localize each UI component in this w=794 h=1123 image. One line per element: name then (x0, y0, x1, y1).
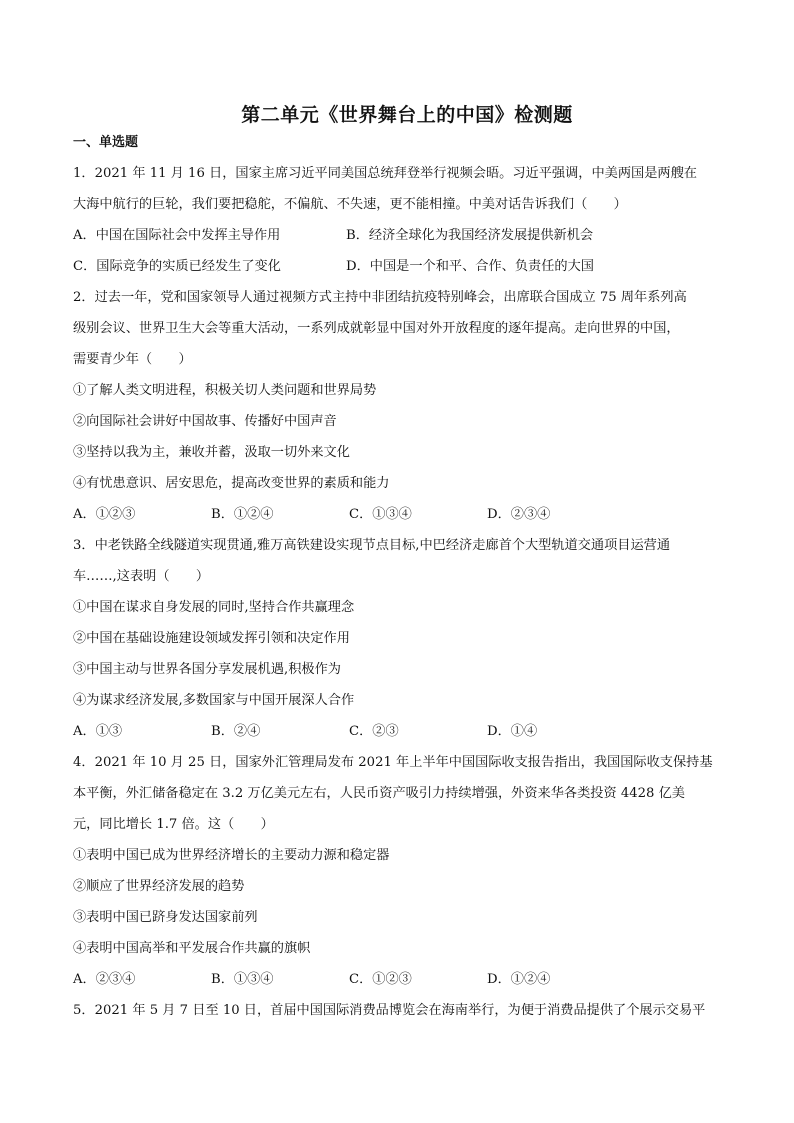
statement-4: ④表明中国高举和平发展合作共赢的旗帜 (73, 941, 311, 956)
statement-3: ③表明中国已跻身发达国家前列 (73, 910, 258, 925)
question-1 (73, 158, 723, 282)
option-row (73, 220, 723, 251)
question-stem: 需要青少年（ ） (73, 352, 192, 367)
question-stem: 级别会议、世界卫生大会等重大活动，一系列成就彰显中国对外开放程度的逐年提高。走向世界的中国， (73, 321, 680, 336)
statement-2: ②顺应了世界经济发展的趋势 (73, 879, 245, 894)
question-stem: 车……,这表明（ ） (73, 569, 210, 584)
option-d: D．中国是一个和平、合作、负责任的大国 (346, 259, 594, 274)
option-a: A．①②③ (73, 507, 136, 522)
document-page (73, 100, 723, 1026)
option-a: A．①③ (73, 724, 123, 739)
option-row (73, 251, 723, 282)
option-b: B．①②④ (211, 507, 274, 522)
option-c: C．①②③ (349, 972, 412, 987)
question-stem: 2．过去一年，党和国家领导人通过视频方式主持中非团结抗疫特别峰会，出席联合国成立 75 周年系列高 (73, 290, 687, 305)
option-b: B．①③④ (211, 972, 274, 987)
question-stem: 本平衡，外汇储备稳定在 3.2 万亿美元左右，人民币资产吸引力持续增强，外资来华各类投资 4428 亿美 (73, 786, 685, 801)
option-d: D．①④ (487, 724, 538, 739)
statement-3: ③坚持以我为主，兼收并蓄，汲取一切外来文化 (73, 445, 350, 460)
option-c: C．②③ (349, 724, 399, 739)
statement-1: ①表明中国已成为世界经济增长的主要动力源和稳定器 (73, 848, 390, 863)
question-stem: 3．中老铁路全线隧道实现贯通,雅万高铁建设实现节点目标,中巴经济走廊首个大型轨道交通项目运营通 (73, 538, 671, 553)
statement-1: ①了解人类文明进程，积极关切人类问题和世界局势 (73, 383, 377, 398)
question-2 (73, 282, 723, 530)
option-c: C．①③④ (349, 507, 412, 522)
question-stem: 4．2021 年 10 月 25 日，国家外汇管理局发布 2021 年上半年中国国际收支报告指出，我国国际收支保持基 (73, 755, 713, 770)
question-4 (73, 747, 723, 995)
option-c: C．国际竞争的实质已经发生了变化 (73, 259, 281, 274)
option-a: A．中国在国际社会中发挥主导作用 (73, 228, 281, 243)
section-heading: 一、单选题 (73, 135, 139, 150)
question-stem: 大海中航行的巨轮，我们要把稳舵，不偏航、不失速，更不能相撞。中美对话告诉我们（ ） (73, 197, 627, 212)
option-b: B．②④ (211, 724, 261, 739)
option-row (73, 964, 723, 995)
statement-3: ③中国主动与世界各国分享发展机遇,积极作为 (73, 662, 341, 677)
statement-4: ④有忧患意识、居安思危，提高改变世界的素质和能力 (73, 476, 390, 491)
question-stem: 5．2021 年 5 月 7 日至 10 日，首届中国国际消费品博览会在海南举行，为便于消费品提供了个展示交易平 (73, 1003, 706, 1018)
question-5 (73, 995, 723, 1026)
statement-1: ①中国在谋求自身发展的同时,坚持合作共赢理念 (73, 600, 355, 615)
option-b: B．经济全球化为我国经济发展提供新机会 (346, 228, 594, 243)
statement-2: ②中国在基础设施建设领域发挥引领和决定作用 (73, 631, 350, 646)
option-row (73, 499, 723, 530)
statement-4: ④为谋求经济发展,多数国家与中国开展深人合作 (73, 693, 355, 708)
option-d: D．①②④ (487, 972, 551, 987)
option-a: A．②③④ (73, 972, 136, 987)
question-stem: 1．2021 年 11 月 16 日，国家主席习近平同美国总统拜登举行视频会晤。习近平强调，中美两国是两艘在 (73, 166, 697, 181)
statement-2: ②向国际社会讲好中国故事、传播好中国声音 (73, 414, 337, 429)
option-d: D．②③④ (487, 507, 551, 522)
question-3 (73, 530, 723, 747)
option-row (73, 716, 723, 747)
question-stem: 元，同比增长 1.7 倍。这（ ） (73, 817, 274, 832)
page-title: 第二单元《世界舞台上的中国》检测题 (241, 104, 573, 126)
